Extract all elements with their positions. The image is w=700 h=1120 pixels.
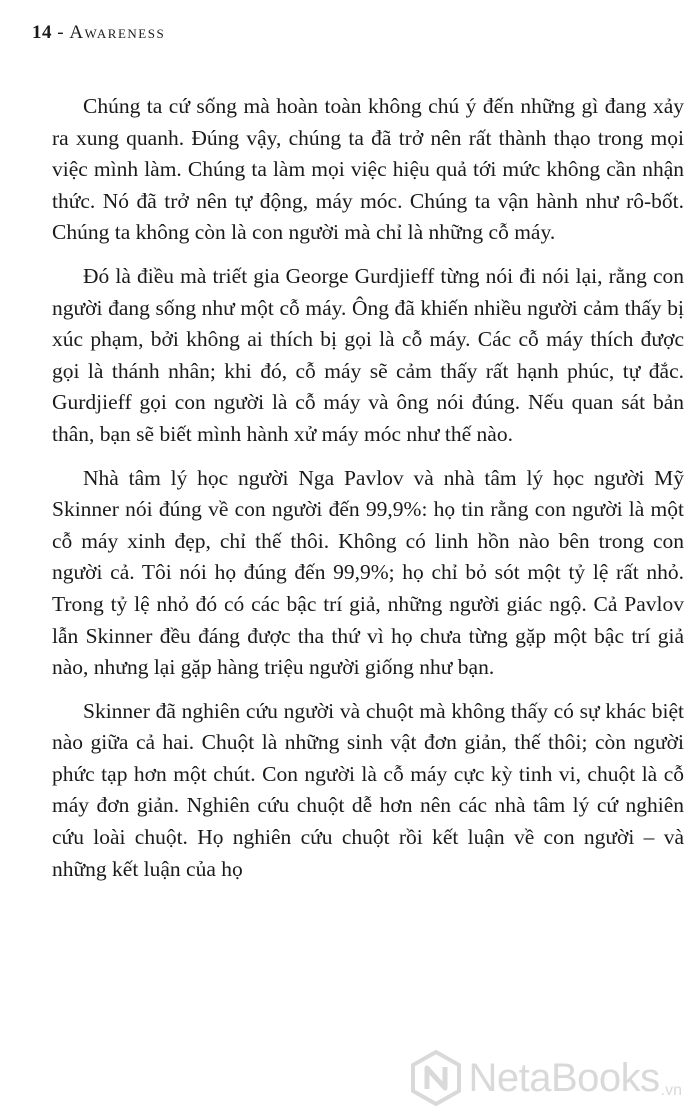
watermark-brand: NetaBooks xyxy=(468,1055,660,1100)
paragraph-3: Nhà tâm lý học người Nga Pavlov và nhà tâm lý học người Mỹ Skinner nói đúng về con người đến 99,9%: họ tin rằng con người là một cỗ máy xinh đẹp, chỉ thế thôi. Không có linh hồn nào bên trong con người cả. Tôi nói họ đúng đến 99,9%; họ chỉ bỏ sót một tỷ lệ rất nhỏ. Trong tỷ lệ nhỏ đó có các bậc trí giả, những người giác ngộ. Cả Pavlov lẫn Skinner đều đáng được tha thứ vì họ chưa từng gặp một bậc trí giả nào, nhưng lại gặp hàng triệu người giống như bạn. xyxy=(52,465,684,680)
page-header xyxy=(32,22,165,44)
paragraph-4: Skinner đã nghiên cứu người và chuột mà không thấy có sự khác biệt nào giữa cả hai. Chuột là những sinh vật đơn giản, thế thôi; còn người phức tạp hơn một chút. Con người là cỗ máy cực kỳ tinh vi, chuột là cỗ máy đơn giản. Nghiên cứu chuột dễ hơn nên các nhà tâm lý cứ nghiên cứu loài chuột. Họ nghiên cứu chuột rồi kết luận về con người – và những kết luận của họ xyxy=(52,698,684,881)
paragraph-1: Chúng ta cứ sống mà hoàn toàn không chú ý đến những gì đang xảy ra xung quanh. Đúng vậy, chúng ta đã trở nên rất thành thạo trong mọi việc mình làm. Chúng ta làm mọi việc hiệu quả tới mức không cần nhận thức. Nó đã trở nên tự động, máy móc. Chúng ta vận hành như rô-bốt. Chúng ta không còn là con người mà chỉ là những cỗ máy. xyxy=(52,94,684,245)
paragraph-2: Đó là điều mà triết gia George Gurdjieff từng nói đi nói lại, rằng con người đang sống như một cỗ máy. Ông đã khiến nhiều người cảm thấy bị xúc phạm, bởi không ai thích bị gọi là cỗ máy. Các cỗ máy thích được gọi là thánh nhân; khi đó, cỗ máy sẽ cảm thấy rất hạnh phúc, tự đắc. Gurdjieff gọi con người là cỗ máy và ông nói đúng. Nếu quan sát bản thân, bạn sẽ biết mình hành xử máy móc như thế nào. xyxy=(52,263,684,446)
header-separator: - xyxy=(52,22,70,43)
book-title: Awareness xyxy=(69,22,166,43)
page-number: 14 xyxy=(32,22,52,43)
body-text xyxy=(52,91,684,897)
watermark-suffix: .vn xyxy=(660,1082,682,1099)
n-logo-icon xyxy=(410,1050,462,1106)
watermark xyxy=(410,1050,682,1106)
